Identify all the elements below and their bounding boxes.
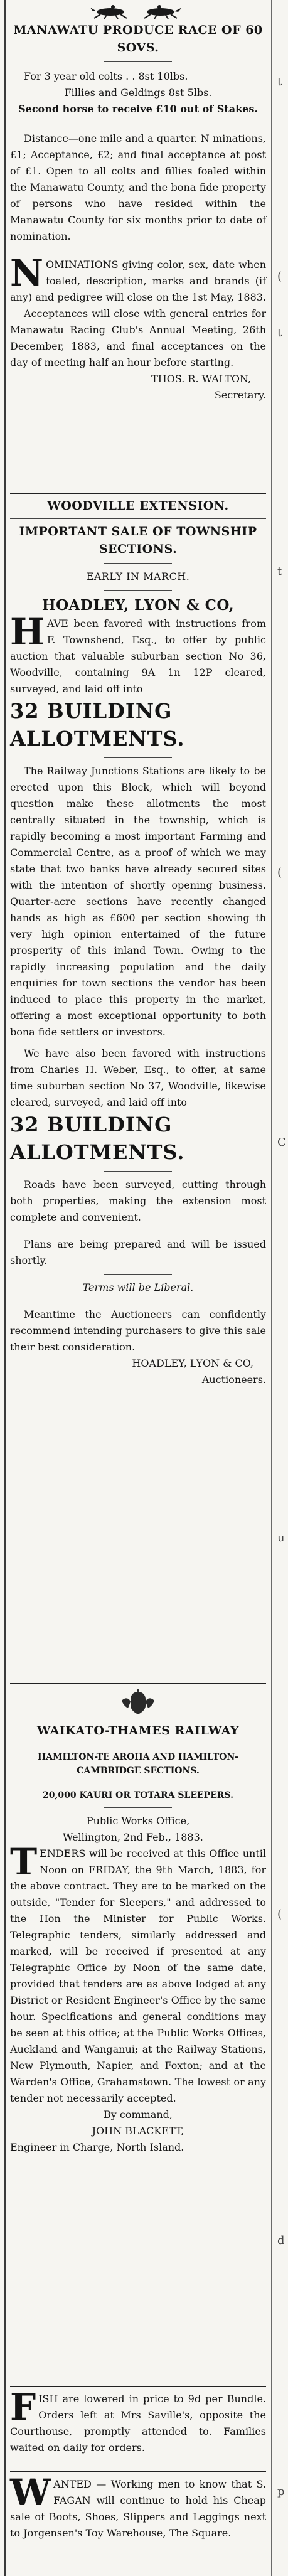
woodville-sale-date: EARLY IN MARCH. [86,570,190,582]
railway-sleepers-heading: 20,000 KAURI OR TOTARA SLEEPERS. [42,1790,233,1800]
race-signature: THOS. R. WALTON, [151,373,251,385]
dropcap-letter: F [10,2386,36,2429]
right-column-rule [271,0,272,2576]
woodville-signature-firm: HOADLEY, LYON & CO, [132,1357,253,1369]
side-fragment: t [277,565,282,578]
race-distance-paragraph: Distance—one mile and a quarter. N minations, £1; Acceptance, £2; and final acceptance at post of £1. Open to all colts and fillies foaled within the Manawatu County, and the bona fide property of persons who have resided within the Manawatu County for six months prior to date of nomination. [10,132,266,242]
fish-notice [10,2386,266,2456]
side-fragment: ( [277,866,282,879]
wanted-text: ANTED — Working men to know that S. FAGAN will continue to hold his Cheap sale of Boots, Shoes, Slippers and Leggings next to Jorgensen's Toy Warehouse, The Square. [10,2478,266,2539]
race-heading: MANAWATU PRODUCE RACE OF 60 SOVS. [13,23,263,55]
side-fragment: C [277,1136,286,1149]
side-fragment: t [277,326,282,339]
fish-text: ISH are lowered in price to 9d per Bundle. Orders left at Mrs Saville's, opposite the Courthouse, promptly attended to. Families waited on daily for orders. [10,2393,266,2454]
dropcap-letter: N [10,252,44,294]
woodville-weber-paragraph: We have also been favored with instructions from Charles H. Weber, Esq., to offer, at same time suburban section No 37, Woodville, likewise cleared, surveyed, and laid off into [10,1047,266,1108]
side-fragment: u [277,1531,285,1544]
railway-signer: JOHN BLACKETT, [92,2125,184,2137]
left-column-rule [4,0,6,2576]
wanted-notice [10,2471,266,2541]
woodville-firm-name: HOADLEY, LYON & CO, [41,597,235,614]
dropcap-letter: W [10,2471,51,2514]
dropcap-letter: T [10,1841,38,1883]
woodville-roads-paragraph: Roads have been surveyed, cutting through both properties, making the extension most complete and convenient. [10,1178,266,1223]
side-fragment: ( [277,270,282,283]
section-divider [10,493,266,494]
railway-office-date: Wellington, 2nd Feb., 1883. [63,1831,203,1843]
race-nominations-text: OMINATIONS giving color, sex, date when foaled, description, marks and brands (if any) and pedigree will close on the 1st May, 1883. [10,259,267,303]
railway-heading: WAIKATO-THAMES RAILWAY [37,1724,239,1738]
woodville-intro-paragraph [10,611,266,697]
woodville-allotments-heading: 32 BUILDING ALLOTMENTS. [10,699,185,751]
side-fragment: d [277,2234,285,2247]
woodville-subheading: IMPORTANT SALE OF TOWNSHIP SECTIONS. [19,525,257,556]
side-fragment: t [277,75,282,88]
side-fragment: ( [277,1908,282,1921]
railway-signer-role: Engineer in Charge, North Island. [10,2141,184,2153]
woodville-advert [10,497,266,1388]
race-signature-role: Secretary. [214,389,266,401]
railway-by-command: By command, [104,2108,173,2120]
racehorse-engraving-icon [85,4,191,19]
race-advert [10,21,266,404]
woodville-allotments-heading-2: 32 BUILDING ALLOTMENTS. [10,1113,185,1164]
race-fillies-line: Fillies and Geldings 8st 5lbs. [64,87,212,99]
woodville-plans-paragraph: Plans are being prepared and will be issued shortly. [10,1238,266,1266]
railway-office: Public Works Office, [86,1815,190,1827]
railway-tenders-text: ENDERS will be received at this Office until Noon on FRIDAY, the 9th March, 1883, for the above contract. They are to be marked on the outside, "Tender for Sleepers," and addressed to the Hon the Minister for Public Works. Telegraphic tenders, similarly addressed and marked, will be received if presented at any Telegraphic Office by Noon of the same date, provided that tenders are as above lodged at any District or Resident Engineer's Office by the same hour. Specifications and general conditions may be seen at this office; at the Public Works Offices, Auckland and Wanganui; at the Railway Stations, New Plymouth, Napier, and Foxton; and at the Warden's Office, Grahamstown. The lowest or any tender not necessarily accepted. [10,1847,266,2104]
railway-subheading: HAMILTON-TE AROHA AND HAMILTON-CAMBRIDGE SECTIONS. [37,1752,239,1776]
railway-tenders-paragraph [10,1841,266,2107]
coat-of-arms-icon [119,1689,157,1716]
woodville-terms: Terms will be Liberal. [82,1281,194,1293]
woodville-meantime-paragraph: Meantime the Auctioneers can confidently recommend intending purchasers to give this sale their best consideration. [10,1308,266,1353]
section-divider [10,2386,266,2387]
woodville-signature-role: Auctioneers. [201,1374,266,1386]
woodville-railway-paragraph: The Railway Junctions Stations are likely to be erected upon this Block, which will beyond question make these allotments the most centrally situated in the township, which is rapidly becoming a most important Farming and Commercial Centre, as a proof of which we may state that two banks have already secured sites with the intention of shortly opening business. Quarter-acre sections have recently changed hands as high as £600 per section showing th very high opinion entertained of the future prosperity of this inland Town. Owing to the rapidly increasing population and the daily enquiries for town sections the vendor has been induced to place this property in the market, offering a most exceptional opportunity to both bona fide settlers or investors. [10,765,266,1038]
wanted-paragraph [10,2471,266,2541]
woodville-heading: WOODVILLE EXTENSION. [47,499,229,513]
race-colts-line: For 3 year old colts . . 8st 10lbs. [24,70,188,82]
woodville-intro-text: AVE been favored with instructions from F. Townshend, Esq., to offer by public auction that valuable suburban section No 36, Woodville, containing 9A 1n 12P cleared, surveyed, and laid off into [10,617,266,695]
dropcap-letter: H [10,611,45,653]
fish-paragraph [10,2386,266,2456]
side-fragment: p [277,2485,285,2498]
race-nominations-paragraph [10,252,267,306]
section-divider [10,1683,266,1684]
railway-advert [10,1722,266,2156]
race-acceptances-paragraph: Acceptances will close with general entries for Manawatu Racing Club's Annual Meeting, 26th December, 1883, and final acceptances on the day of meeting half an hour before starting. [10,307,266,368]
race-second-horse-line: Second horse to receive £10 out of Stakes. [18,103,258,115]
